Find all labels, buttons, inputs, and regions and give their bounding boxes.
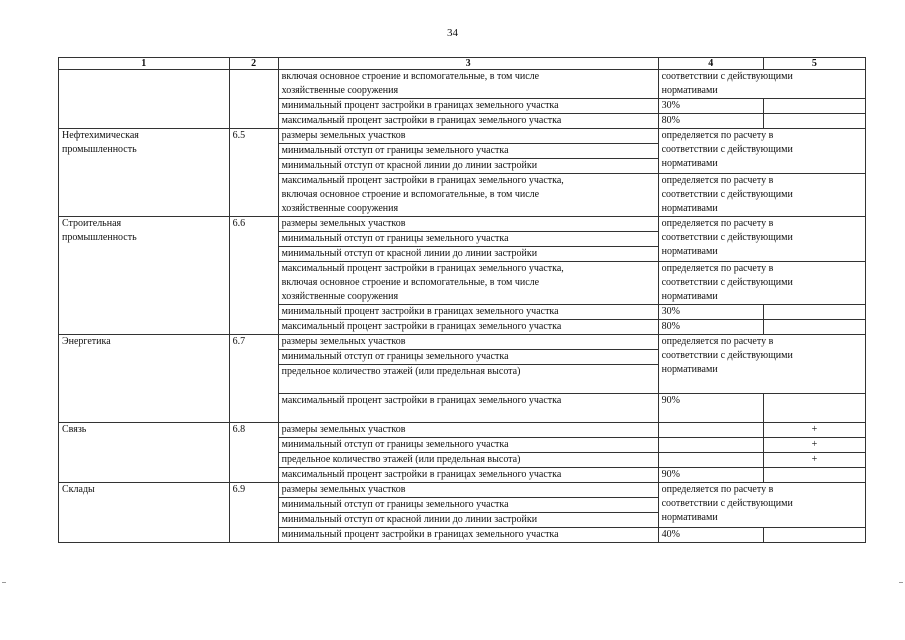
text-line: хозяйственные сооружения (281, 203, 399, 214)
table-row (59, 217, 866, 232)
parameter-cell: минимальный отступ от границы земельного участка (278, 438, 658, 453)
use-code-cell: 6.6 (229, 217, 278, 335)
use-name-cell: Склады (59, 483, 230, 543)
parameter-cell: максимальный процент застройки в границах земельного участка (278, 114, 658, 129)
use-code-cell: 6.8 (229, 423, 278, 483)
plus-mark: + (763, 423, 865, 438)
parameter-cell: предельное количество этажей (или предельная высота) (278, 365, 658, 394)
extra-cell (763, 468, 865, 483)
text-line: определяется по расчету в (661, 130, 774, 141)
value-cell (658, 438, 763, 453)
header-col-4: 4 (658, 58, 763, 70)
extra-cell (763, 114, 865, 129)
value-cell (658, 483, 865, 528)
table-row (59, 129, 866, 144)
scan-edge-mark (2, 582, 6, 583)
text-line: нормативами (661, 291, 718, 302)
value-cell: 90% (658, 394, 763, 423)
parameter-cell: максимальный процент застройки в границах земельного участка (278, 320, 658, 335)
use-code-cell: 6.5 (229, 129, 278, 217)
value-cell (658, 174, 865, 217)
parameter-cell: минимальный процент застройки в границах земельного участка (278, 305, 658, 320)
text-line: промышленность (62, 144, 137, 155)
text-line: Нефтехимическая (62, 130, 139, 141)
text-line: нормативами (661, 364, 718, 375)
page-number: 34 (447, 27, 458, 39)
value-cell (658, 453, 763, 468)
table-row (59, 335, 866, 350)
text-line: соответствии с действующими (661, 71, 793, 82)
text-line: нормативами (661, 203, 718, 214)
use-name-cell (59, 129, 230, 217)
parameter-cell (278, 174, 658, 217)
parameter-cell: минимальный отступ от границы земельного участка (278, 144, 658, 159)
text-line: соответствии с действующими (661, 232, 793, 243)
table-header-row (59, 58, 866, 70)
text-line: максимальный процент застройки в границах земельного участка, (281, 263, 564, 274)
text-line: определяется по расчету в (661, 484, 774, 495)
parameter-cell: размеры земельных участков (278, 335, 658, 350)
parameter-cell: размеры земельных участков (278, 423, 658, 438)
parameter-cell: минимальный отступ от красной линии до линии застройки (278, 247, 658, 262)
use-name-cell (59, 70, 230, 129)
value-cell (658, 129, 865, 174)
text-line: соответствии с действующими (661, 350, 793, 361)
extra-cell (763, 320, 865, 335)
use-name-cell (59, 217, 230, 335)
value-cell (658, 423, 763, 438)
scan-edge-mark (899, 582, 903, 583)
extra-cell (763, 528, 865, 543)
parameter-cell: максимальный процент застройки в границах земельного участка (278, 468, 658, 483)
parameter-cell: минимальный отступ от границы земельного участка (278, 232, 658, 247)
parameter-cell: предельное количество этажей (или предельная высота) (278, 453, 658, 468)
table-row (59, 70, 866, 99)
plus-mark: + (763, 453, 865, 468)
parameter-cell: размеры земельных участков (278, 217, 658, 232)
value-cell (658, 262, 865, 305)
parameter-cell: минимальный процент застройки в границах земельного участка (278, 528, 658, 543)
parameter-cell: максимальный процент застройки в границах земельного участка (278, 394, 658, 423)
extra-cell (763, 394, 865, 423)
text-line: включая основное строение и вспомогательные, в том числе (281, 71, 540, 82)
text-line: определяется по расчету в (661, 218, 774, 229)
value-cell (658, 217, 865, 262)
table-row (59, 483, 866, 498)
text-line: включая основное строение и вспомогательные, в том числе (281, 277, 540, 288)
parameter-cell: минимальный отступ от красной линии до линии застройки (278, 159, 658, 174)
text-line: нормативами (661, 85, 718, 96)
use-code-cell (229, 70, 278, 129)
value-cell: 80% (658, 320, 763, 335)
extra-cell (763, 99, 865, 114)
value-cell: 80% (658, 114, 763, 129)
header-col-3: 3 (278, 58, 658, 70)
value-cell: 30% (658, 305, 763, 320)
parameter-cell: минимальный отступ от границы земельного участка (278, 498, 658, 513)
value-cell: 90% (658, 468, 763, 483)
use-code-cell: 6.9 (229, 483, 278, 543)
text-line: Строительная (62, 218, 122, 229)
text-line: хозяйственные сооружения (281, 291, 399, 302)
use-name-cell: Связь (59, 423, 230, 483)
text-line: определяется по расчету в (661, 336, 774, 347)
text-line: максимальный процент застройки в границах земельного участка, (281, 175, 564, 186)
text-line: промышленность (62, 232, 137, 243)
text-line: нормативами (661, 158, 718, 169)
extra-cell (763, 305, 865, 320)
regulations-table (58, 57, 866, 543)
parameter-cell: размеры земельных участков (278, 483, 658, 498)
text-line: хозяйственные сооружения (281, 85, 399, 96)
header-col-2: 2 (229, 58, 278, 70)
text-line: соответствии с действующими (661, 189, 793, 200)
header-col-1: 1 (59, 58, 230, 70)
value-cell (658, 70, 865, 99)
value-cell: 30% (658, 99, 763, 114)
text-line: соответствии с действующими (661, 144, 793, 155)
header-col-5: 5 (763, 58, 865, 70)
parameter-cell: минимальный процент застройки в границах земельного участка (278, 99, 658, 114)
text-line: соответствии с действующими (661, 277, 793, 288)
use-name-cell: Энергетика (59, 335, 230, 423)
table-row (59, 423, 866, 438)
parameter-cell: минимальный отступ от границы земельного участка (278, 350, 658, 365)
text-line: определяется по расчету в (661, 175, 774, 186)
text-line: соответствии с действующими (661, 498, 793, 509)
text-line: определяется по расчету в (661, 263, 774, 274)
parameter-cell: размеры земельных участков (278, 129, 658, 144)
text-line: нормативами (661, 246, 718, 257)
value-cell: 40% (658, 528, 763, 543)
parameter-cell (278, 262, 658, 305)
text-line: нормативами (661, 512, 718, 523)
value-cell (658, 335, 865, 394)
parameter-cell: минимальный отступ от красной линии до линии застройки (278, 513, 658, 528)
parameter-cell (278, 70, 658, 99)
use-code-cell: 6.7 (229, 335, 278, 423)
text-line: включая основное строение и вспомогательные, в том числе (281, 189, 540, 200)
plus-mark: + (763, 438, 865, 453)
